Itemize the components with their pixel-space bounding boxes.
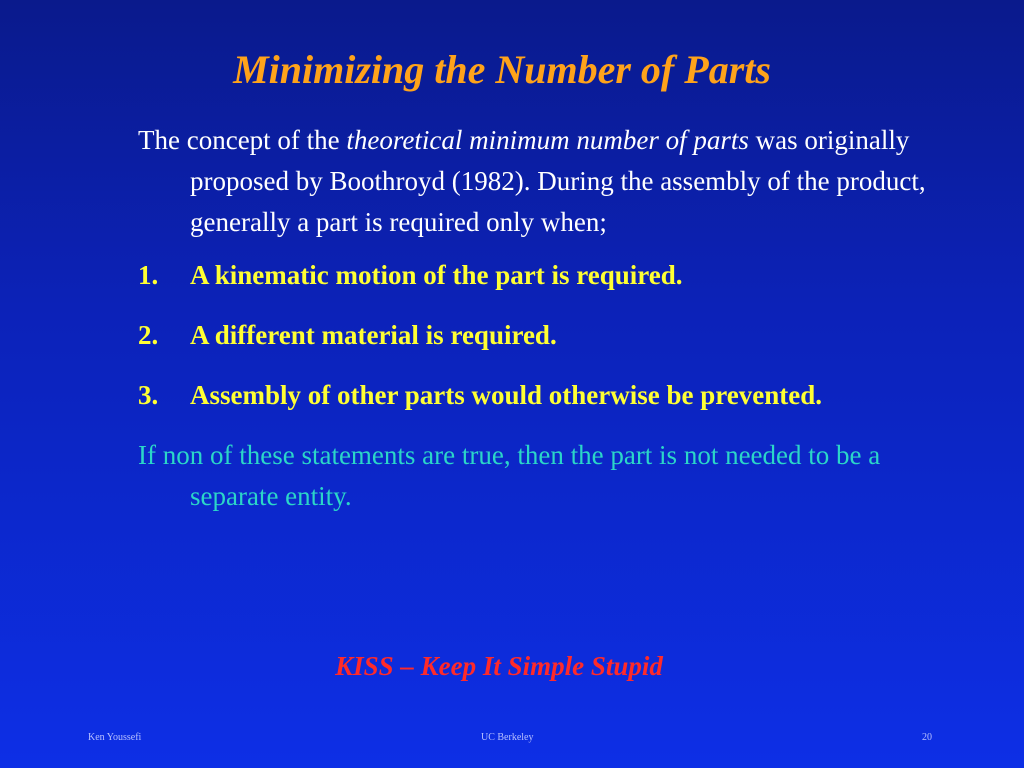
- intro-text-after: was originally proposed by Boothroyd (1982). During the assembly of the product, generally a part is required only when;: [190, 125, 926, 237]
- footer-institution: UC Berkeley: [481, 732, 534, 743]
- requirement-list: [138, 255, 928, 416]
- list-item-text: A kinematic motion of the part is required.: [190, 260, 683, 290]
- list-item-number: 3.: [138, 380, 159, 410]
- footer-page-number: 20: [922, 732, 932, 743]
- slide-body: [138, 120, 928, 529]
- list-item: [138, 375, 928, 416]
- list-item-text: Assembly of other parts would otherwise be prevented.: [190, 380, 822, 410]
- intro-text-before: The concept of the: [138, 125, 347, 155]
- kiss-tagline: KISS – Keep It Simple Stupid: [335, 651, 663, 681]
- slide-title: Minimizing the Number of Parts: [233, 47, 771, 92]
- intro-paragraph: [138, 120, 928, 243]
- list-item: [138, 315, 928, 356]
- list-item-number: 2.: [138, 320, 159, 350]
- list-item-number: 1.: [138, 260, 159, 290]
- list-item-text: A different material is required.: [190, 320, 557, 350]
- intro-emphasis: theoretical minimum number of parts: [346, 125, 749, 155]
- note-paragraph: If non of these statements are true, then the part is not needed to be a separate entity.: [138, 440, 881, 511]
- list-item: [138, 255, 928, 296]
- footer-author: Ken Youssefi: [88, 732, 142, 743]
